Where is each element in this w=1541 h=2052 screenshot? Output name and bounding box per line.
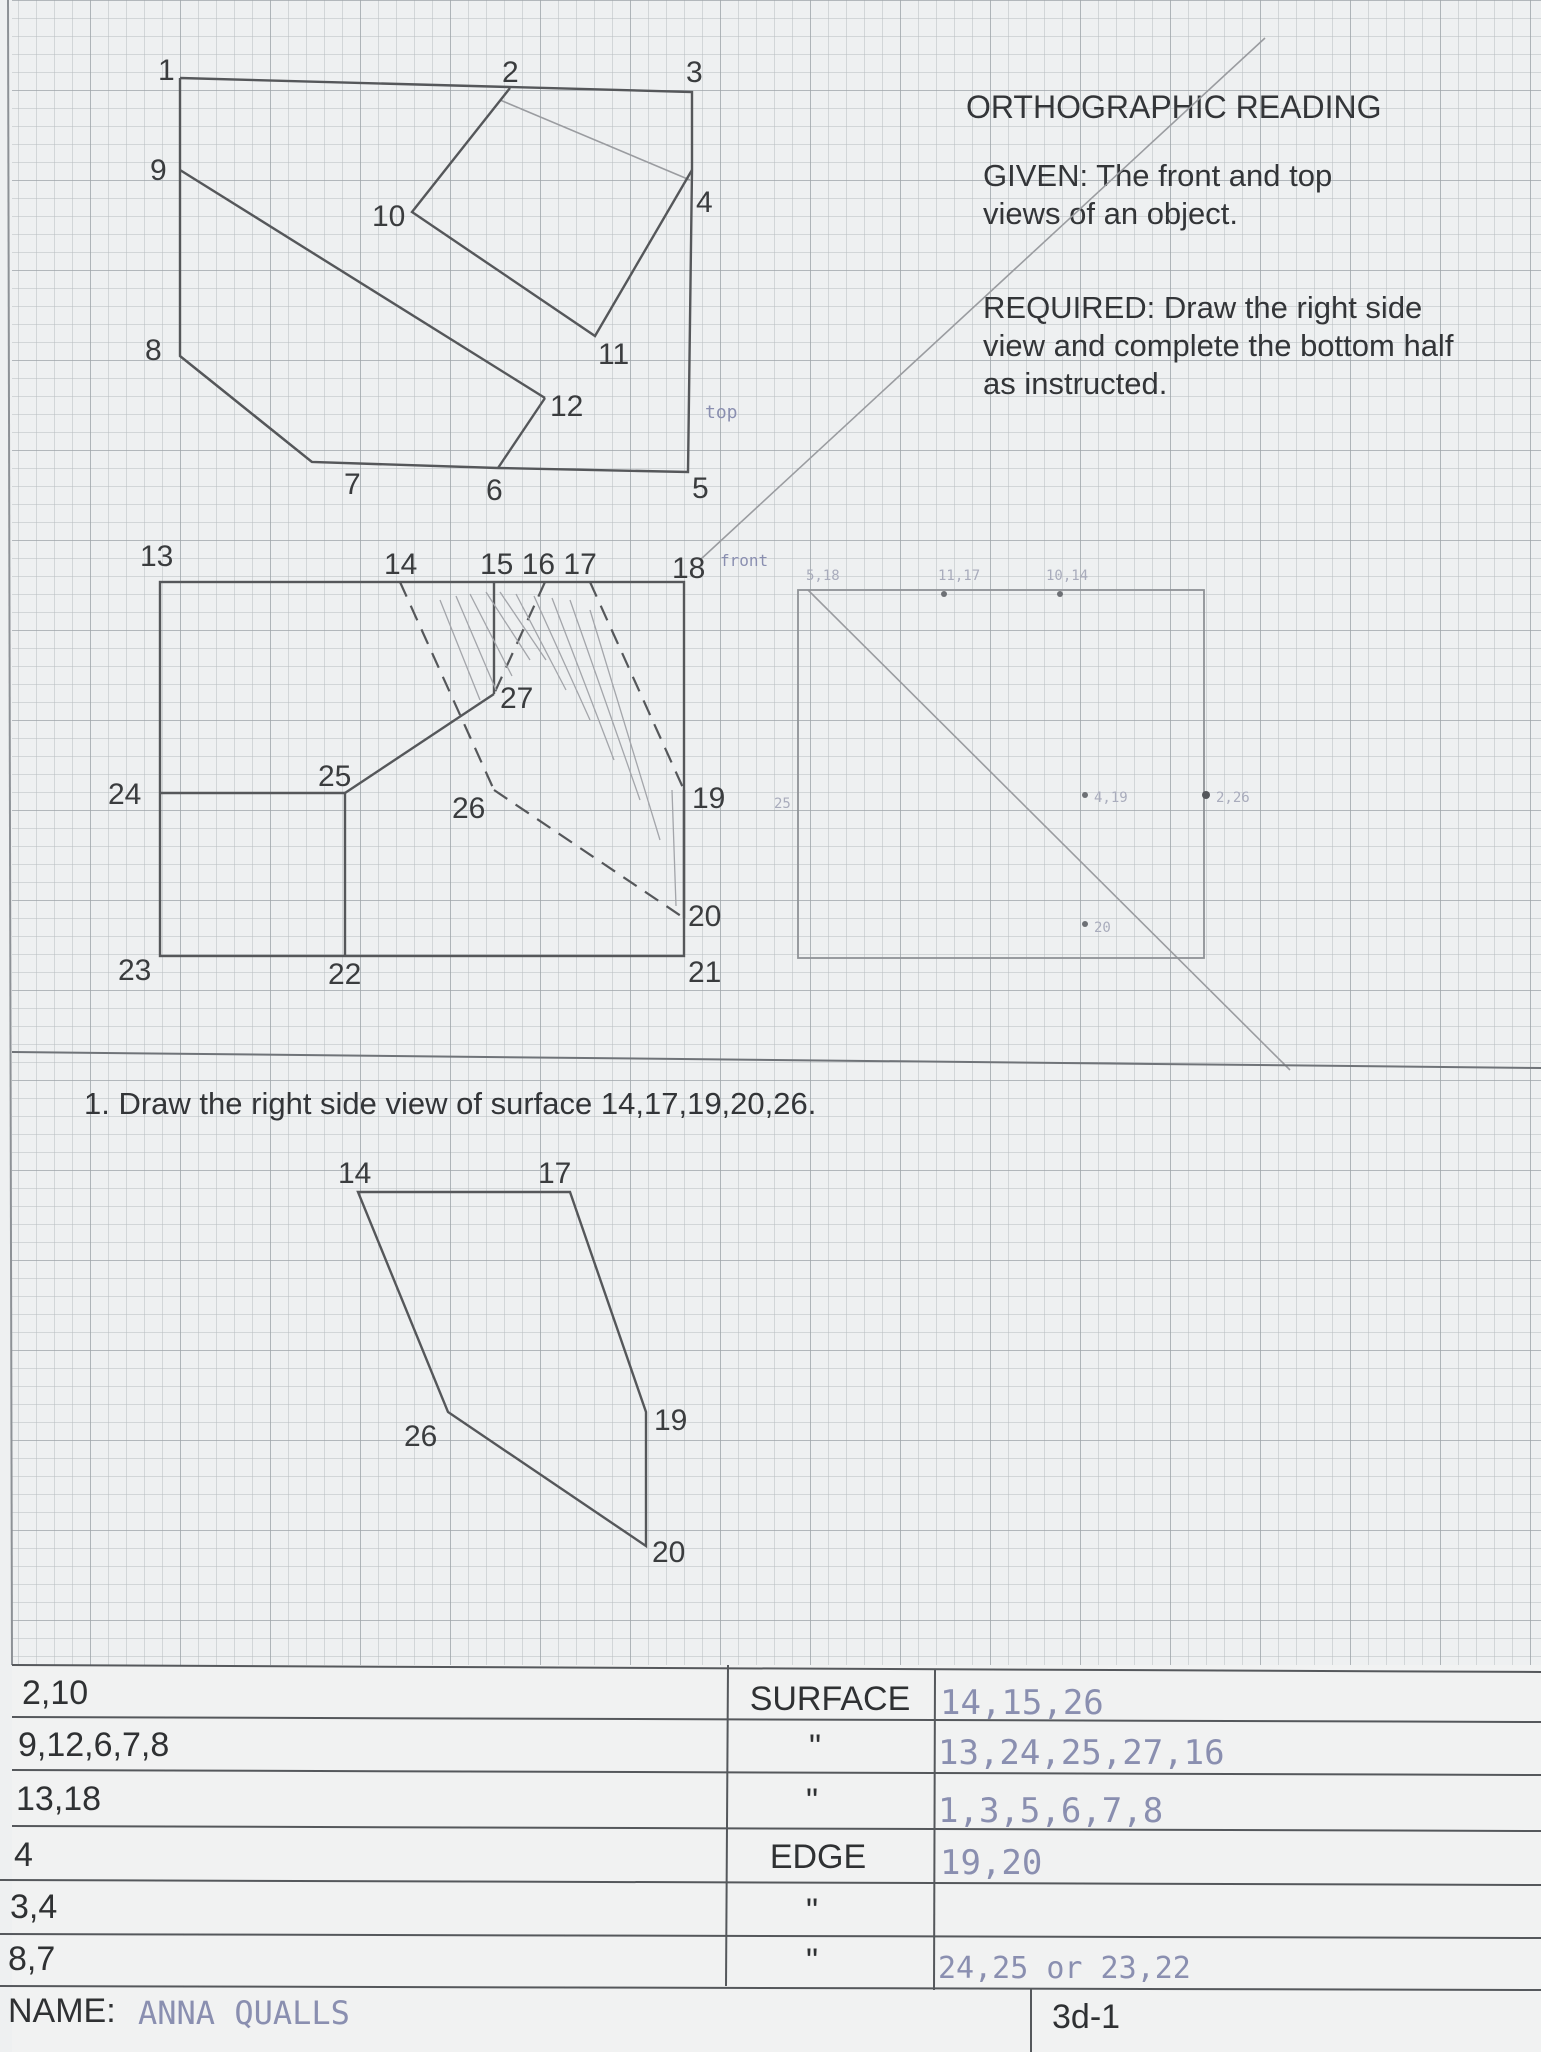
row-2-type: " — [808, 1728, 822, 1766]
top-note: top — [705, 402, 738, 423]
q-label-17: 17 — [538, 1157, 572, 1190]
label-1: 1 — [158, 54, 175, 87]
label-11: 11 — [598, 338, 630, 371]
label-4: 4 — [696, 186, 713, 219]
label-13: 13 — [140, 540, 174, 573]
question-1: 1. Draw the right side view of surface 14,17,19,20,26. — [84, 1086, 817, 1121]
label-12: 12 — [550, 390, 584, 423]
answer-table — [0, 1665, 1541, 2052]
label-23: 23 — [118, 954, 152, 987]
label-22: 22 — [328, 958, 362, 991]
row-4-type: EDGE — [769, 1838, 867, 1876]
q-label-19: 19 — [654, 1404, 688, 1437]
row-3-answer: 1,3,5,6,7,8 — [938, 1791, 1164, 1831]
given-line-1: GIVEN: The front and top — [983, 158, 1333, 193]
side-label-11-17: 11,17 — [938, 568, 981, 584]
row-2-left: 9,12,6,7,8 — [18, 1726, 170, 1764]
required-line-2: view and complete the bottom half — [983, 328, 1454, 363]
row-4-answer: 19,20 — [940, 1843, 1043, 1883]
front-note: front — [720, 551, 769, 570]
label-21: 21 — [688, 956, 722, 989]
grid-paper — [12, 0, 1541, 1665]
label-24: 24 — [108, 778, 142, 811]
worksheet-code: 3d-1 — [1052, 1998, 1121, 2036]
label-25: 25 — [318, 760, 352, 793]
q-label-20: 20 — [652, 1536, 686, 1569]
label-7: 7 — [344, 468, 361, 501]
label-9: 9 — [150, 154, 167, 187]
row-5-type: " — [805, 1892, 819, 1930]
page-title: ORTHOGRAPHIC READING — [966, 89, 1382, 125]
row-3-type: " — [805, 1782, 819, 1820]
label-27: 27 — [500, 682, 534, 715]
row-3-left: 13,18 — [16, 1780, 102, 1818]
row-2-answer: 13,24,25,27,16 — [938, 1733, 1225, 1773]
label-6: 6 — [486, 474, 503, 507]
label-18: 18 — [672, 552, 706, 585]
name-value: ANNA QUALLS — [138, 1994, 350, 2032]
label-3: 3 — [686, 56, 703, 89]
label-8: 8 — [145, 334, 162, 367]
side-label-20: 20 — [1094, 920, 1111, 936]
label-14: 14 — [384, 548, 418, 581]
given-line-2: views of an object. — [983, 196, 1239, 231]
label-26: 26 — [452, 792, 486, 825]
name-label: NAME: — [8, 1992, 116, 2030]
side-label-10-14: 10,14 — [1046, 568, 1089, 584]
required-line-1: REQUIRED: Draw the right side — [983, 290, 1423, 325]
row-1-type: SURFACE — [749, 1680, 911, 1718]
row-6-left: 8,7 — [8, 1940, 56, 1978]
required-line-3: as instructed. — [983, 366, 1168, 401]
row-1-answer: 14,15,26 — [940, 1683, 1104, 1723]
row-4-left: 4 — [14, 1836, 33, 1874]
label-5: 5 — [692, 472, 709, 505]
row-1-left: 2,10 — [22, 1674, 89, 1712]
side-label-25: 25 — [774, 796, 791, 812]
row-6-type: " — [805, 1942, 819, 1980]
q-label-14: 14 — [338, 1157, 372, 1190]
side-label-2-26: 2,26 — [1216, 790, 1250, 806]
side-label-4-19: 4,19 — [1094, 790, 1128, 806]
label-15-16-17: 15 16 17 — [480, 548, 597, 581]
q-label-26: 26 — [404, 1420, 438, 1453]
label-2: 2 — [502, 56, 519, 89]
row-6-answer: 24,25 or 23,22 — [938, 1951, 1191, 1986]
label-20: 20 — [688, 900, 722, 933]
label-19: 19 — [692, 782, 726, 815]
side-label-5-18: 5,18 — [806, 568, 840, 584]
label-10: 10 — [372, 200, 406, 233]
row-5-left: 3,4 — [10, 1888, 58, 1926]
